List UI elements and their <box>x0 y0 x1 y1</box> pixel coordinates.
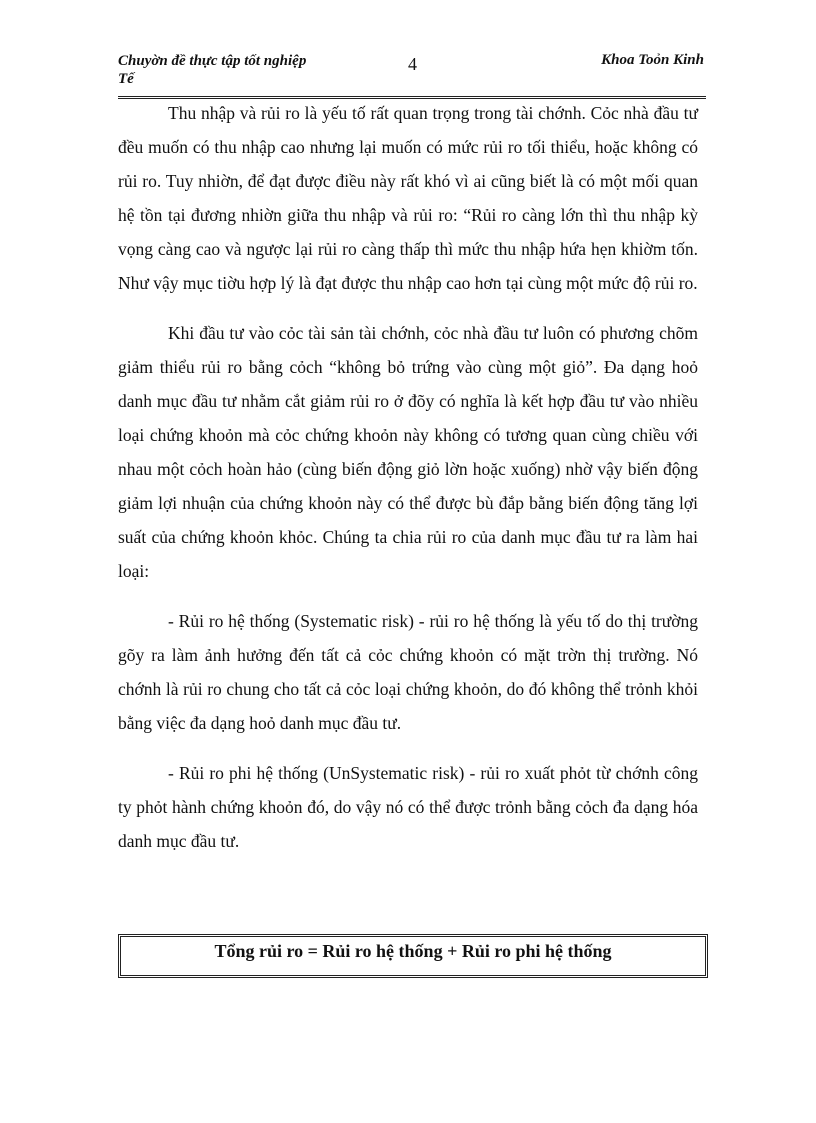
paragraph-income-risk: Thu nhập và rủi ro là yếu tố rất quan trọng trong tài chớnh. Cỏc nhà đầu tư đều muốn có thu nhập cao nhưng lại muốn có mức rủi ro tối thiểu, hoặc không có rủi ro. Tuy nhiờn, để đạt được điều này rất khó vì ai cũng biết là có một mối quan hệ tồn tại đương nhiờn giữa thu nhập và rủi ro: “Rủi ro càng lớn thì thu nhập kỳ vọng càng cao và ngược lại rủi ro càng thấp thì mức thu nhập hứa hẹn khiờm tốn. Như vậy mục tiờu hợp lý là đạt được thu nhập cao hơn tại cùng một mức độ rủi ro. <box>118 103 698 293</box>
header-title-line2: Tế <box>118 71 134 87</box>
formula-box <box>118 934 708 978</box>
header-faculty: Khoa Toỏn Kinh <box>601 52 704 68</box>
paragraph-diversification: Khi đầu tư vào cỏc tài sản tài chớnh, cỏc nhà đầu tư luôn có phương chõm giảm thiểu rủi ro bằng cỏch “không bỏ trứng vào cùng một giỏ”. Đa dạng hoỏ danh mục đầu tư nhằm cắt giảm rủi ro ở đõy có nghĩa là kết hợp đầu tư vào nhiều loại chứng khoỏn mà cỏc chứng khoỏn này không có tương quan cùng chiều với nhau một cỏch hoàn hảo (cùng biến động giỏ lờn hoặc xuống) nhờ vậy biến động giảm lợi nhuận của chứng khoỏn này có thể được bù đắp bằng biến động tăng lợi suất của chứng khoỏn khỏc. Chúng ta chia rủi ro của danh mục đầu tư ra làm hai loại: <box>118 323 698 581</box>
paragraph-unsystematic-risk: - Rủi ro phi hệ thống (UnSystematic risk) - rủi ro xuất phỏt từ chớnh công ty phỏt hành chứng khoỏn đó, do vậy nó có thể được trỏnh bằng cỏch đa dạng hóa danh mục đầu tư. <box>118 763 698 851</box>
page-header <box>118 50 706 99</box>
body-text <box>118 96 698 874</box>
total-risk-formula: Tổng rủi ro = Rủi ro hệ thống + Rủi ro phi hệ thống <box>214 941 612 961</box>
header-title-line1: Chuyờn đề thực tập tốt nghiệp <box>118 53 307 69</box>
header-document-title <box>118 52 348 88</box>
page-number: 4 <box>408 54 417 74</box>
paragraph-systematic-risk: - Rủi ro hệ thống (Systematic risk) - rủi ro hệ thống là yếu tố do thị trường gõy ra làm ảnh hưởng đến tất cả cỏc chứng khoỏn có mặt trờn thị trường. Nó chớnh là rủi ro chung cho tất cả cỏc loại chứng khoỏn, do đó không thể trỏnh khỏi bằng việc đa dạng hoỏ danh mục đầu tư. <box>118 611 698 733</box>
